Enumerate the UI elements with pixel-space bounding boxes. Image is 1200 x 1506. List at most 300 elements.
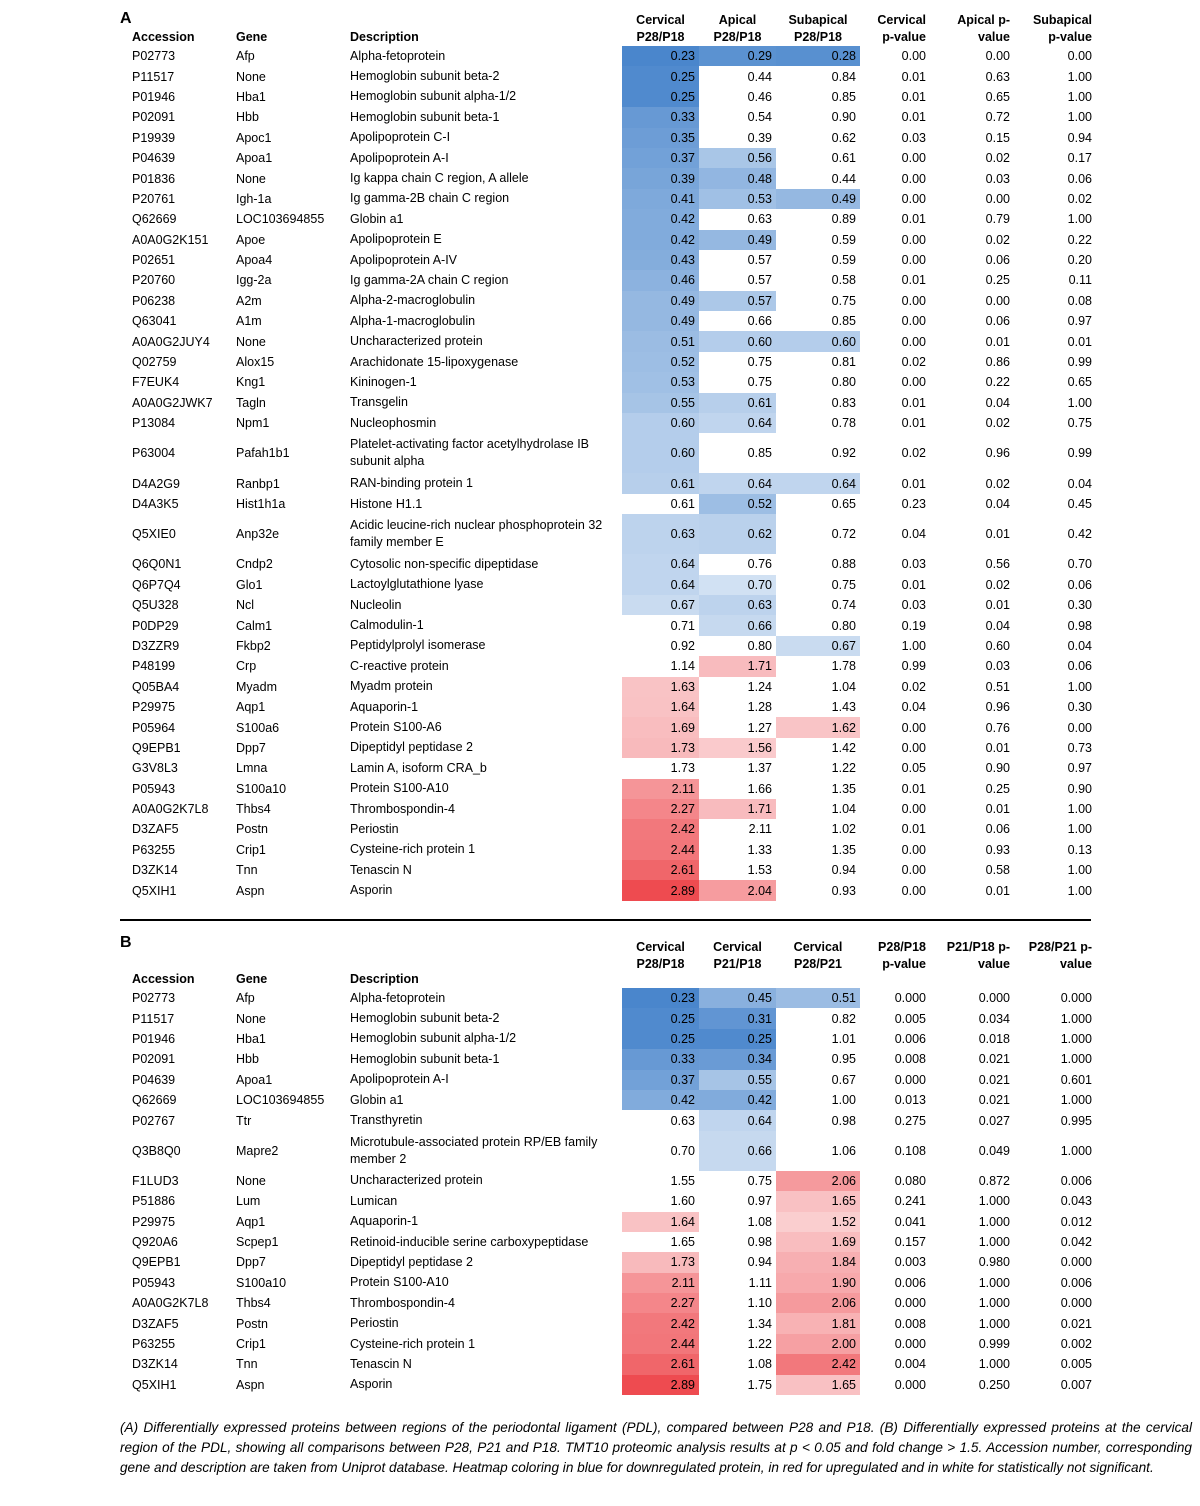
header-cervical-p28-p21: Cervical P28/P21 bbox=[793, 940, 843, 971]
gene-cell: LOC103694855 bbox=[236, 212, 325, 227]
ratio-cell: 2.44 bbox=[622, 840, 699, 860]
pvalue-cell: 0.01 bbox=[901, 69, 926, 84]
panel-a-label: A bbox=[120, 10, 132, 27]
pvalue-cell: 0.000 bbox=[894, 1377, 926, 1392]
pvalue-cell: 0.25 bbox=[985, 273, 1010, 288]
ratio-cell: 0.58 bbox=[776, 270, 860, 290]
table-row bbox=[122, 352, 1106, 372]
pvalue-cell: 0.02 bbox=[985, 232, 1010, 247]
gene-cell: Alox15 bbox=[236, 355, 275, 370]
gene-cell: Afp bbox=[236, 991, 255, 1006]
accession-cell: P04639 bbox=[132, 151, 176, 166]
accession-cell: P48199 bbox=[132, 659, 176, 674]
ratio-cell: 0.88 bbox=[776, 554, 860, 574]
pvalue-cell: 0.98 bbox=[1067, 618, 1092, 633]
pvalue-cell: 0.049 bbox=[978, 1143, 1010, 1158]
pvalue-cell: 0.06 bbox=[1067, 171, 1092, 186]
ratio-cell: 0.49 bbox=[776, 189, 860, 209]
description-cell: Globin a1 bbox=[350, 1092, 404, 1107]
description-cell: Periostin bbox=[350, 1316, 399, 1331]
gene-cell: S100a10 bbox=[236, 1275, 287, 1290]
ratio-cell: 2.42 bbox=[622, 1313, 699, 1333]
ratio-cell: 0.84 bbox=[776, 66, 860, 86]
gene-cell: Apoa4 bbox=[236, 253, 273, 268]
ratio-cell: 2.11 bbox=[699, 819, 776, 839]
pvalue-cell: 0.86 bbox=[985, 355, 1010, 370]
ratio-cell: 1.08 bbox=[699, 1212, 776, 1232]
pvalue-cell: 0.20 bbox=[1067, 253, 1092, 268]
gene-cell: Mapre2 bbox=[236, 1143, 279, 1158]
accession-cell: Q05BA4 bbox=[132, 679, 180, 694]
accession-cell: P63255 bbox=[132, 842, 176, 857]
pvalue-cell: 0.018 bbox=[978, 1031, 1010, 1046]
table-row bbox=[122, 1070, 1106, 1090]
ratio-cell: 0.31 bbox=[699, 1008, 776, 1028]
accession-cell: Q5XIH1 bbox=[132, 883, 177, 898]
pvalue-cell: 0.90 bbox=[1067, 781, 1092, 796]
ratio-cell: 0.48 bbox=[699, 168, 776, 188]
table-row bbox=[122, 270, 1106, 290]
gene-cell: Thbs4 bbox=[236, 802, 271, 817]
gene-cell: Ncl bbox=[236, 598, 255, 613]
pvalue-cell: 0.01 bbox=[985, 334, 1010, 349]
table-row bbox=[122, 1029, 1106, 1049]
pvalue-cell: 0.75 bbox=[1067, 416, 1092, 431]
header-p28-p21-pvalue: P28/P21 p-value bbox=[1028, 940, 1092, 971]
table-a-header bbox=[122, 12, 1106, 46]
gene-cell: Aspn bbox=[236, 883, 265, 898]
ratio-cell: 0.66 bbox=[699, 1131, 776, 1171]
pvalue-cell: 0.041 bbox=[894, 1214, 926, 1229]
description-cell: Tenascin N bbox=[350, 862, 412, 877]
table-row bbox=[122, 779, 1106, 799]
pvalue-cell: 0.96 bbox=[985, 446, 1010, 461]
ratio-cell: 2.11 bbox=[622, 1273, 699, 1293]
table-b-body bbox=[122, 988, 1106, 1395]
ratio-cell: 0.92 bbox=[776, 433, 860, 473]
ratio-cell: 1.28 bbox=[699, 697, 776, 717]
description-cell: Dipeptidyl peptidase 2 bbox=[350, 1254, 473, 1269]
ratio-cell: 0.61 bbox=[622, 473, 699, 493]
description-cell: Transthyretin bbox=[350, 1113, 423, 1128]
pvalue-cell: 0.002 bbox=[1060, 1337, 1092, 1352]
gene-cell: Apoc1 bbox=[236, 130, 272, 145]
ratio-cell: 0.54 bbox=[699, 107, 776, 127]
header-subapical-ratio: Subapical P28/P18 bbox=[788, 13, 848, 44]
header-description: Description bbox=[350, 30, 419, 44]
ratio-cell: 0.53 bbox=[622, 372, 699, 392]
gene-cell: Tnn bbox=[236, 1357, 258, 1372]
ratio-cell: 0.76 bbox=[699, 554, 776, 574]
pvalue-cell: 1.00 bbox=[1067, 679, 1092, 694]
pvalue-cell: 0.008 bbox=[894, 1052, 926, 1067]
gene-cell: None bbox=[236, 334, 266, 349]
pvalue-cell: 0.72 bbox=[985, 110, 1010, 125]
pvalue-cell: 1.00 bbox=[1067, 395, 1092, 410]
table-row bbox=[122, 1273, 1106, 1293]
pvalue-cell: 0.601 bbox=[1060, 1072, 1092, 1087]
accession-cell: A0A0G2K7L8 bbox=[132, 802, 209, 817]
description-cell: Protein S100-A10 bbox=[350, 1275, 449, 1290]
pvalue-cell: 0.000 bbox=[1060, 1255, 1092, 1270]
table-row bbox=[122, 554, 1106, 574]
pvalue-cell: 0.021 bbox=[978, 1072, 1010, 1087]
pvalue-cell: 0.00 bbox=[901, 151, 926, 166]
accession-cell: P20761 bbox=[132, 191, 176, 206]
gene-cell: Kng1 bbox=[236, 375, 266, 390]
panel-b-label: B bbox=[120, 934, 132, 951]
pvalue-cell: 0.96 bbox=[985, 700, 1010, 715]
description-cell: Uncharacterized protein bbox=[350, 1173, 483, 1188]
accession-cell: F7EUK4 bbox=[132, 375, 180, 390]
ratio-cell: 0.34 bbox=[699, 1049, 776, 1069]
table-row bbox=[122, 372, 1106, 392]
ratio-cell: 1.55 bbox=[622, 1171, 699, 1191]
table-row bbox=[122, 66, 1106, 86]
ratio-cell: 0.42 bbox=[622, 209, 699, 229]
pvalue-cell: 0.000 bbox=[894, 1337, 926, 1352]
gene-cell: Postn bbox=[236, 822, 268, 837]
pvalue-cell: 0.01 bbox=[1067, 334, 1092, 349]
ratio-cell: 1.24 bbox=[699, 677, 776, 697]
pvalue-cell: 0.00 bbox=[901, 720, 926, 735]
accession-cell: Q02759 bbox=[132, 355, 177, 370]
pvalue-cell: 0.30 bbox=[1067, 700, 1092, 715]
accession-cell: P11517 bbox=[132, 69, 175, 84]
pvalue-cell: 0.003 bbox=[894, 1255, 926, 1270]
accession-cell: A0A0G2JUY4 bbox=[132, 334, 210, 349]
ratio-cell: 2.89 bbox=[622, 880, 699, 900]
description-cell: Ig gamma-2B chain C region bbox=[350, 191, 510, 206]
pvalue-cell: 0.04 bbox=[901, 527, 926, 542]
ratio-cell: 0.25 bbox=[622, 66, 699, 86]
pvalue-cell: 0.13 bbox=[1067, 842, 1092, 857]
pvalue-cell: 0.02 bbox=[985, 476, 1010, 491]
ratio-cell: 0.42 bbox=[622, 230, 699, 250]
ratio-cell: 1.22 bbox=[776, 758, 860, 778]
accession-cell: P05943 bbox=[132, 1275, 176, 1290]
table-row bbox=[122, 575, 1106, 595]
pvalue-cell: 0.006 bbox=[894, 1275, 926, 1290]
ratio-cell: 0.60 bbox=[622, 413, 699, 433]
accession-cell: A0A0G2JWK7 bbox=[132, 395, 213, 410]
pvalue-cell: 0.03 bbox=[985, 171, 1010, 186]
gene-cell: Dpp7 bbox=[236, 1255, 266, 1270]
gene-cell: Igg-2a bbox=[236, 273, 272, 288]
pvalue-cell: 0.006 bbox=[1060, 1275, 1092, 1290]
ratio-cell: 1.56 bbox=[699, 738, 776, 758]
ratio-cell: 1.71 bbox=[699, 799, 776, 819]
ratio-cell: 0.70 bbox=[699, 575, 776, 595]
description-cell: Calmodulin-1 bbox=[350, 618, 424, 633]
table-row bbox=[122, 1354, 1106, 1374]
gene-cell: Glo1 bbox=[236, 577, 263, 592]
pvalue-cell: 0.42 bbox=[1067, 527, 1092, 542]
pvalue-cell: 0.000 bbox=[894, 1296, 926, 1311]
pvalue-cell: 0.01 bbox=[901, 416, 926, 431]
pvalue-cell: 0.00 bbox=[985, 293, 1010, 308]
pvalue-cell: 0.980 bbox=[978, 1255, 1010, 1270]
pvalue-cell: 1.00 bbox=[1067, 802, 1092, 817]
header-subapical-pvalue: Subapical p-value bbox=[1032, 13, 1092, 44]
header-cervical-pvalue: Cervical p-value bbox=[877, 13, 926, 44]
accession-cell: P04639 bbox=[132, 1072, 176, 1087]
ratio-cell: 0.42 bbox=[622, 1090, 699, 1110]
pvalue-cell: 0.241 bbox=[894, 1194, 926, 1209]
ratio-cell: 2.61 bbox=[622, 860, 699, 880]
ratio-cell: 2.06 bbox=[776, 1171, 860, 1191]
pvalue-cell: 0.008 bbox=[894, 1316, 926, 1331]
pvalue-cell: 0.45 bbox=[1067, 497, 1092, 511]
gene-cell: Apoe bbox=[236, 232, 266, 247]
pvalue-cell: 0.01 bbox=[985, 527, 1010, 542]
ratio-cell: 2.06 bbox=[776, 1293, 860, 1313]
pvalue-cell: 0.021 bbox=[1060, 1316, 1092, 1331]
pvalue-cell: 1.00 bbox=[1067, 89, 1092, 104]
table-row bbox=[122, 209, 1106, 229]
pvalue-cell: 0.043 bbox=[1060, 1194, 1092, 1209]
ratio-cell: 0.45 bbox=[699, 988, 776, 1008]
pvalue-cell: 0.00 bbox=[901, 740, 926, 755]
gene-cell: Pafah1b1 bbox=[236, 446, 290, 461]
pvalue-cell: 0.01 bbox=[901, 212, 926, 227]
gene-cell: Lmna bbox=[236, 761, 268, 776]
accession-cell: Q5XIH1 bbox=[132, 1377, 177, 1392]
pvalue-cell: 1.00 bbox=[1067, 110, 1092, 125]
pvalue-cell: 0.93 bbox=[985, 842, 1010, 857]
ratio-cell: 0.67 bbox=[776, 1070, 860, 1090]
table-row bbox=[122, 433, 1106, 473]
table-row bbox=[122, 799, 1106, 819]
accession-cell: Q9EPB1 bbox=[132, 740, 181, 755]
accession-cell: D3ZK14 bbox=[132, 863, 178, 878]
ratio-cell: 0.56 bbox=[699, 148, 776, 168]
pvalue-cell: 0.99 bbox=[1067, 355, 1092, 370]
pvalue-cell: 0.22 bbox=[985, 375, 1010, 390]
pvalue-cell: 1.000 bbox=[978, 1235, 1010, 1250]
ratio-cell: 0.44 bbox=[776, 168, 860, 188]
description-cell: Hemoglobin subunit alpha-1/2 bbox=[350, 1031, 517, 1046]
pvalue-cell: 0.99 bbox=[901, 659, 926, 674]
accession-cell: P63255 bbox=[132, 1337, 176, 1352]
ratio-cell: 0.25 bbox=[699, 1029, 776, 1049]
description-cell: Apolipoprotein C-I bbox=[350, 130, 451, 145]
ratio-cell: 0.70 bbox=[622, 1131, 699, 1171]
pvalue-cell: 0.004 bbox=[894, 1357, 926, 1372]
pvalue-cell: 0.00 bbox=[901, 842, 926, 857]
description-cell: Retinoid-inducible serine carboxypeptidase bbox=[350, 1234, 589, 1249]
ratio-cell: 1.71 bbox=[699, 656, 776, 676]
gene-cell: Tagln bbox=[236, 395, 266, 410]
table-row bbox=[122, 1110, 1106, 1130]
pvalue-cell: 0.25 bbox=[985, 781, 1010, 796]
pvalue-cell: 0.06 bbox=[985, 314, 1010, 329]
ratio-cell: 0.74 bbox=[776, 595, 860, 615]
ratio-cell: 0.61 bbox=[699, 393, 776, 413]
ratio-cell: 2.00 bbox=[776, 1334, 860, 1354]
ratio-cell: 0.33 bbox=[622, 107, 699, 127]
description-cell: Asporin bbox=[350, 1377, 393, 1392]
ratio-cell: 0.80 bbox=[699, 636, 776, 656]
ratio-cell: 1.64 bbox=[622, 1212, 699, 1232]
pvalue-cell: 0.005 bbox=[1060, 1357, 1092, 1372]
ratio-cell: 2.61 bbox=[622, 1354, 699, 1374]
pvalue-cell: 1.00 bbox=[1067, 863, 1092, 878]
pvalue-cell: 0.63 bbox=[985, 69, 1010, 84]
description-cell: C-reactive protein bbox=[350, 658, 449, 673]
ratio-cell: 0.66 bbox=[699, 311, 776, 331]
ratio-cell: 0.55 bbox=[622, 393, 699, 413]
pvalue-cell: 0.995 bbox=[1060, 1113, 1092, 1128]
pvalue-cell: 0.00 bbox=[901, 253, 926, 268]
accession-cell: A0A0G2K7L8 bbox=[132, 1296, 209, 1311]
table-row bbox=[122, 860, 1106, 880]
pvalue-cell: 0.05 bbox=[901, 761, 926, 776]
ratio-cell: 0.43 bbox=[622, 250, 699, 270]
ratio-cell: 1.52 bbox=[776, 1212, 860, 1232]
pvalue-cell: 0.06 bbox=[1067, 577, 1092, 592]
description-cell: Histone H1.1 bbox=[350, 496, 423, 511]
pvalue-cell: 0.013 bbox=[894, 1093, 926, 1108]
ratio-cell: 0.42 bbox=[699, 1090, 776, 1110]
accession-cell: P20760 bbox=[132, 273, 176, 288]
pvalue-cell: 0.00 bbox=[1067, 720, 1092, 735]
ratio-cell: 0.71 bbox=[622, 615, 699, 635]
ratio-cell: 0.49 bbox=[699, 230, 776, 250]
ratio-cell: 1.34 bbox=[699, 1313, 776, 1333]
accession-cell: Q920A6 bbox=[132, 1235, 178, 1250]
gene-cell: Ttr bbox=[236, 1113, 252, 1128]
header-accession: Accession bbox=[132, 30, 195, 44]
pvalue-cell: 0.60 bbox=[985, 638, 1010, 653]
ratio-cell: 1.27 bbox=[699, 717, 776, 737]
gene-cell: Cndp2 bbox=[236, 557, 273, 572]
pvalue-cell: 0.00 bbox=[901, 883, 926, 898]
ratio-cell: 1.33 bbox=[699, 840, 776, 860]
ratio-cell: 1.10 bbox=[699, 1293, 776, 1313]
table-row bbox=[122, 1090, 1106, 1110]
description-cell: Ig gamma-2A chain C region bbox=[350, 272, 509, 287]
ratio-cell: 0.57 bbox=[699, 270, 776, 290]
header-p21-p18-pvalue: P21/P18 p-value bbox=[946, 940, 1010, 971]
ratio-cell: 0.49 bbox=[622, 291, 699, 311]
ratio-cell: 0.89 bbox=[776, 209, 860, 229]
gene-cell: None bbox=[236, 171, 266, 186]
pvalue-cell: 1.000 bbox=[1060, 1052, 1092, 1067]
pvalue-cell: 0.00 bbox=[901, 863, 926, 878]
gene-cell: Hist1h1a bbox=[236, 497, 286, 511]
ratio-cell: 1.64 bbox=[622, 697, 699, 717]
ratio-cell: 0.52 bbox=[699, 494, 776, 514]
ratio-cell: 0.63 bbox=[699, 595, 776, 615]
header-gene: Gene bbox=[236, 30, 268, 44]
table-a-body bbox=[122, 46, 1106, 901]
accession-cell: Q3B8Q0 bbox=[132, 1143, 181, 1158]
header-cervical-ratio: Cervical P28/P18 bbox=[636, 13, 685, 44]
description-cell: Tenascin N bbox=[350, 1356, 412, 1371]
header-accession: Accession bbox=[132, 972, 195, 986]
pvalue-cell: 0.56 bbox=[985, 557, 1010, 572]
gene-cell: None bbox=[236, 1011, 266, 1026]
ratio-cell: 1.53 bbox=[699, 860, 776, 880]
ratio-cell: 0.57 bbox=[699, 250, 776, 270]
gene-cell: Scpep1 bbox=[236, 1235, 279, 1250]
description-cell: Cysteine-rich protein 1 bbox=[350, 1336, 476, 1351]
pvalue-cell: 0.00 bbox=[901, 232, 926, 247]
accession-cell: D3ZZR9 bbox=[132, 638, 180, 653]
ratio-cell: 0.94 bbox=[776, 860, 860, 880]
pvalue-cell: 1.00 bbox=[1067, 883, 1092, 898]
ratio-cell: 0.46 bbox=[622, 270, 699, 290]
description-cell: Hemoglobin subunit beta-1 bbox=[350, 109, 500, 124]
pvalue-cell: 0.99 bbox=[1067, 446, 1092, 461]
ratio-cell: 0.23 bbox=[622, 46, 699, 66]
ratio-cell: 0.25 bbox=[622, 1029, 699, 1049]
accession-cell: P11517 bbox=[132, 1011, 175, 1026]
pvalue-cell: 0.00 bbox=[985, 191, 1010, 206]
table-row bbox=[122, 413, 1106, 433]
ratio-cell: 0.64 bbox=[776, 473, 860, 493]
ratio-cell: 0.63 bbox=[699, 209, 776, 229]
pvalue-cell: 0.73 bbox=[1067, 740, 1092, 755]
pvalue-cell: 0.03 bbox=[901, 557, 926, 572]
ratio-cell: 0.75 bbox=[776, 291, 860, 311]
pvalue-cell: 0.01 bbox=[901, 395, 926, 410]
table-row bbox=[122, 189, 1106, 209]
gene-cell: Aspn bbox=[236, 1377, 265, 1392]
ratio-cell: 1.90 bbox=[776, 1273, 860, 1293]
accession-cell: P01946 bbox=[132, 1031, 176, 1046]
ratio-cell: 0.80 bbox=[776, 372, 860, 392]
pvalue-cell: 0.01 bbox=[901, 781, 926, 796]
pvalue-cell: 1.000 bbox=[1060, 1143, 1092, 1158]
description-cell: Kininogen-1 bbox=[350, 374, 417, 389]
pvalue-cell: 0.034 bbox=[978, 1011, 1010, 1026]
description-cell: Apolipoprotein E bbox=[350, 232, 442, 247]
ratio-cell: 1.00 bbox=[776, 1090, 860, 1110]
pvalue-cell: 0.108 bbox=[894, 1143, 926, 1158]
pvalue-cell: 0.00 bbox=[901, 334, 926, 349]
description-cell: Alpha-1-macroglobulin bbox=[350, 313, 476, 328]
ratio-cell: 0.55 bbox=[699, 1070, 776, 1090]
gene-cell: Lum bbox=[236, 1194, 261, 1209]
table-row bbox=[122, 473, 1106, 493]
gene-cell: Myadm bbox=[236, 679, 277, 694]
table-row bbox=[122, 1171, 1106, 1191]
gene-cell: Apoa1 bbox=[236, 151, 273, 166]
pvalue-cell: 0.02 bbox=[901, 679, 926, 694]
pvalue-cell: 1.000 bbox=[978, 1296, 1010, 1311]
ratio-cell: 0.64 bbox=[699, 473, 776, 493]
pvalue-cell: 0.02 bbox=[985, 416, 1010, 431]
description-cell: Peptidylprolyl isomerase bbox=[350, 638, 486, 653]
ratio-cell: 0.39 bbox=[699, 128, 776, 148]
pvalue-cell: 0.02 bbox=[1067, 191, 1092, 206]
pvalue-cell: 0.275 bbox=[894, 1113, 926, 1128]
ratio-cell: 0.64 bbox=[699, 413, 776, 433]
ratio-cell: 2.42 bbox=[622, 819, 699, 839]
gene-cell: A2m bbox=[236, 293, 262, 308]
accession-cell: Q6Q0N1 bbox=[132, 557, 182, 572]
ratio-cell: 1.14 bbox=[622, 656, 699, 676]
ratio-cell: 0.85 bbox=[776, 311, 860, 331]
accession-cell: Q62669 bbox=[132, 212, 177, 227]
gene-cell: Crp bbox=[236, 659, 257, 674]
pvalue-cell: 0.30 bbox=[1067, 598, 1092, 613]
ratio-cell: 1.06 bbox=[776, 1131, 860, 1171]
description-cell: Arachidonate 15-lipoxygenase bbox=[350, 354, 519, 369]
ratio-cell: 1.63 bbox=[622, 677, 699, 697]
